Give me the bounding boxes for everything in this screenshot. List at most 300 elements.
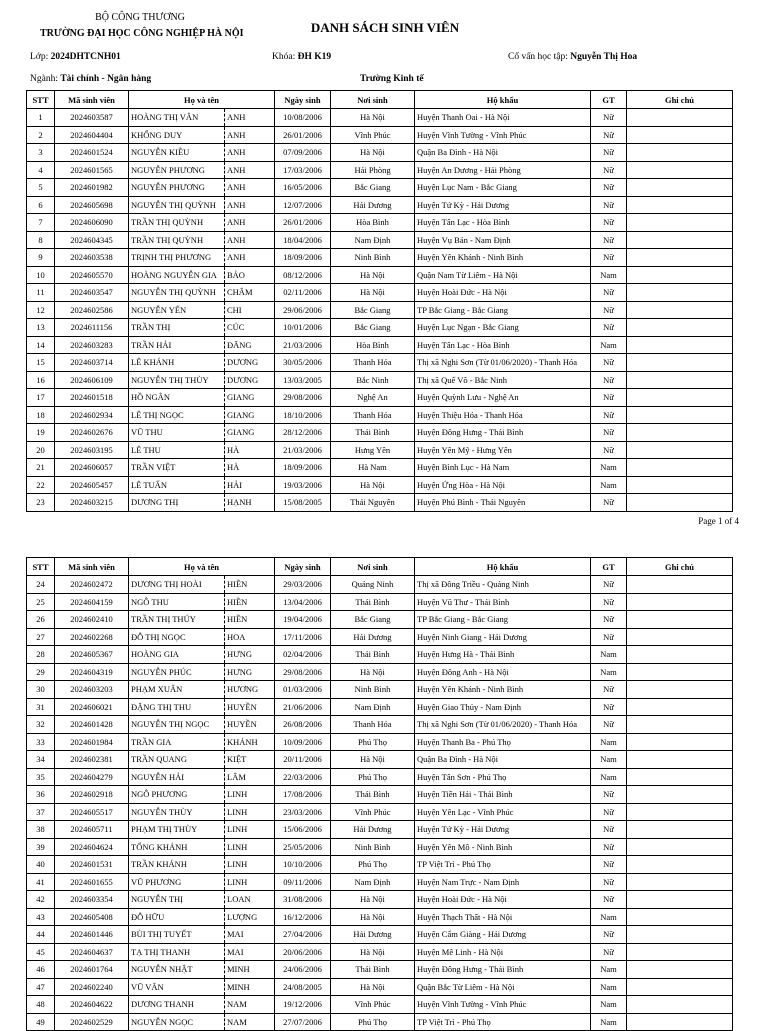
cell-first-name: LINH — [225, 856, 275, 874]
cell-residence: Thị xã Nghi Sơn (Từ 01/06/2020) - Thanh Hóa — [415, 354, 591, 372]
cell-birthplace: Hà Nội — [331, 109, 415, 127]
column-header-stt: STT — [27, 91, 55, 109]
cell-note — [627, 821, 733, 839]
cell-student-id: 2024603714 — [55, 354, 129, 372]
cell-gender: Nam — [591, 476, 627, 494]
cell-residence: Huyện Thanh Ba - Phú Thọ — [415, 733, 591, 751]
cell-dob: 18/09/2006 — [275, 459, 331, 477]
cell-student-id: 2024602410 — [55, 611, 129, 629]
cell-student-id: 2024605698 — [55, 196, 129, 214]
cell-student-id: 2024601428 — [55, 716, 129, 734]
cell-dob: 17/08/2006 — [275, 786, 331, 804]
cell-residence: Huyện Cẩm Giàng - Hải Dương — [415, 926, 591, 944]
cell-first-name: ANH — [225, 126, 275, 144]
table-row — [27, 144, 733, 162]
cell-first-name: HUYỀN — [225, 716, 275, 734]
cell-birthplace: Bắc Giang — [331, 319, 415, 337]
cell-gender: Nam — [591, 663, 627, 681]
cell-first-name: LÂM — [225, 768, 275, 786]
cell-birthplace: Bắc Giang — [331, 611, 415, 629]
cell-residence: TP Việt Trì - Phú Thọ — [415, 1013, 591, 1031]
cell-first-name: GIANG — [225, 389, 275, 407]
cell-student-id: 2024602918 — [55, 786, 129, 804]
cell-last-name: NGUYỄN NHẬT — [129, 961, 225, 979]
cell-dob: 27/04/2006 — [275, 926, 331, 944]
cell-residence: Huyện Lục Nam - Bắc Giang — [415, 179, 591, 197]
cell-gender: Nam — [591, 733, 627, 751]
cell-note — [627, 978, 733, 996]
cell-last-name: NGUYỄN PHƯƠNG — [129, 161, 225, 179]
cell-first-name: ANH — [225, 161, 275, 179]
table-row — [27, 1013, 733, 1031]
cell-birthplace: Bắc Giang — [331, 179, 415, 197]
cell-birthplace: Thanh Hóa — [331, 716, 415, 734]
cell-dob: 22/03/2006 — [275, 768, 331, 786]
cell-last-name: NGUYỄN THỊ — [129, 891, 225, 909]
cell-first-name: GIANG — [225, 406, 275, 424]
cell-note — [627, 856, 733, 874]
cell-first-name: CÚC — [225, 319, 275, 337]
cell-gender: Nữ — [591, 389, 627, 407]
cell-birthplace: Ninh Bình — [331, 838, 415, 856]
cell-residence: Huyện Vĩnh Tường - Vĩnh Phúc — [415, 996, 591, 1014]
cell-dob: 29/08/2006 — [275, 663, 331, 681]
cell-residence: TP Bắc Giang - Bắc Giang — [415, 611, 591, 629]
cell-residence: Quận Bắc Từ Liêm - Hà Nội — [415, 978, 591, 996]
cell-first-name: ANH — [225, 196, 275, 214]
cell-last-name: NGUYỄN PHÚC — [129, 663, 225, 681]
cell-note — [627, 891, 733, 909]
cell-first-name: CHÂM — [225, 284, 275, 302]
cell-note — [627, 628, 733, 646]
cell-last-name: TRẦN THỊ THÚY — [129, 611, 225, 629]
cell-gender: Nữ — [591, 319, 627, 337]
cell-residence: Huyện Yên Mỹ - Hưng Yên — [415, 441, 591, 459]
cell-gender: Nữ — [591, 354, 627, 372]
cell-birthplace: Hòa Bình — [331, 336, 415, 354]
cell-dob: 10/08/2006 — [275, 109, 331, 127]
cell-residence: Quận Ba Đình - Hà Nội — [415, 144, 591, 162]
cell-first-name: HƯNG — [225, 663, 275, 681]
cell-residence: Huyện Giao Thủy - Nam Định — [415, 698, 591, 716]
cell-stt: 8 — [27, 231, 55, 249]
cell-dob: 18/04/2006 — [275, 231, 331, 249]
cell-gender: Nữ — [591, 179, 627, 197]
cell-note — [627, 214, 733, 232]
cell-residence: Huyện Vũ Thư - Thái Bình — [415, 593, 591, 611]
cell-residence: Huyện Tân Lạc - Hòa Bình — [415, 336, 591, 354]
table-row — [27, 214, 733, 232]
cell-note — [627, 838, 733, 856]
cell-dob: 13/03/2005 — [275, 371, 331, 389]
cell-student-id: 2024605517 — [55, 803, 129, 821]
cell-first-name: ANH — [225, 179, 275, 197]
cell-gender: Nữ — [591, 231, 627, 249]
cell-gender: Nữ — [591, 161, 627, 179]
cell-residence: Huyện Ứng Hòa - Hà Nội — [415, 476, 591, 494]
class-info: Lớp: 2024DHTCNH01 — [30, 52, 121, 62]
cell-dob: 19/12/2006 — [275, 996, 331, 1014]
cell-birthplace: Vĩnh Phúc — [331, 126, 415, 144]
cell-birthplace: Quảng Ninh — [331, 576, 415, 594]
table-row — [27, 593, 733, 611]
cell-note — [627, 768, 733, 786]
cell-student-id: 2024611156 — [55, 319, 129, 337]
cell-residence: Huyện Thiệu Hóa - Thanh Hóa — [415, 406, 591, 424]
cell-student-id: 2024603195 — [55, 441, 129, 459]
cell-gender: Nam — [591, 751, 627, 769]
cell-gender: Nữ — [591, 821, 627, 839]
cell-gender: Nữ — [591, 698, 627, 716]
cell-last-name: NGUYỄN THỊ NGỌC — [129, 716, 225, 734]
cell-note — [627, 441, 733, 459]
cell-gender: Nữ — [591, 611, 627, 629]
cell-last-name: TẠ THỊ THANH — [129, 943, 225, 961]
cell-last-name: NGÔ THU — [129, 593, 225, 611]
cell-student-id: 2024602529 — [55, 1013, 129, 1031]
cell-stt: 13 — [27, 319, 55, 337]
table-row — [27, 389, 733, 407]
cell-dob: 02/11/2006 — [275, 284, 331, 302]
cell-gender: Nữ — [591, 628, 627, 646]
cell-gender: Nam — [591, 646, 627, 664]
cell-birthplace: Hải Dương — [331, 196, 415, 214]
cell-residence: Huyện Ninh Giang - Hải Dương — [415, 628, 591, 646]
cell-residence: Huyện Tiền Hải - Thái Bình — [415, 786, 591, 804]
cell-stt: 48 — [27, 996, 55, 1014]
cell-first-name: MAI — [225, 926, 275, 944]
cell-note — [627, 681, 733, 699]
major-info: Ngành: Tài chính - Ngân hàng — [30, 74, 152, 84]
cell-stt: 1 — [27, 109, 55, 127]
table-row — [27, 681, 733, 699]
cell-first-name: NAM — [225, 1013, 275, 1031]
cell-birthplace: Hải Dương — [331, 821, 415, 839]
cell-note — [627, 161, 733, 179]
cell-stt: 7 — [27, 214, 55, 232]
cell-note — [627, 961, 733, 979]
table-row — [27, 371, 733, 389]
cell-last-name: PHẠM THỊ THÙY — [129, 821, 225, 839]
cell-first-name: HƯNG — [225, 646, 275, 664]
cell-note — [627, 698, 733, 716]
column-header-note: Ghi chú — [627, 91, 733, 109]
student-table-page-1 — [26, 90, 733, 512]
table-row — [27, 476, 733, 494]
cell-birthplace: Hòa Bình — [331, 214, 415, 232]
cell-stt: 36 — [27, 786, 55, 804]
cell-dob: 24/08/2005 — [275, 978, 331, 996]
cell-dob: 07/09/2006 — [275, 144, 331, 162]
cell-first-name: MAI — [225, 943, 275, 961]
cell-last-name: TRẦN VIỆT — [129, 459, 225, 477]
cell-birthplace: Phú Thọ — [331, 1013, 415, 1031]
cell-last-name: ĐỖ HỮU — [129, 908, 225, 926]
cell-student-id: 2024605711 — [55, 821, 129, 839]
school-value: Trường Kinh tế — [360, 74, 424, 84]
column-header-birthplace: Nơi sinh — [331, 558, 415, 576]
cell-note — [627, 803, 733, 821]
table-row — [27, 494, 733, 512]
cell-first-name: LINH — [225, 803, 275, 821]
cell-birthplace: Hà Nội — [331, 144, 415, 162]
table-row — [27, 284, 733, 302]
school-info — [360, 74, 424, 84]
cell-gender: Nữ — [591, 891, 627, 909]
cell-first-name: HƯƠNG — [225, 681, 275, 699]
column-header-stt: STT — [27, 558, 55, 576]
cell-last-name: VŨ THU — [129, 424, 225, 442]
table-row — [27, 576, 733, 594]
cell-gender: Nam — [591, 1013, 627, 1031]
table-row — [27, 838, 733, 856]
cell-dob: 23/03/2006 — [275, 803, 331, 821]
cell-birthplace: Hà Nội — [331, 978, 415, 996]
cell-note — [627, 733, 733, 751]
cell-dob: 18/09/2006 — [275, 249, 331, 267]
cell-stt: 3 — [27, 144, 55, 162]
cell-note — [627, 406, 733, 424]
cell-first-name: ĐĂNG — [225, 336, 275, 354]
table-row — [27, 266, 733, 284]
table-row — [27, 926, 733, 944]
cell-birthplace: Ninh Bình — [331, 681, 415, 699]
cell-stt: 9 — [27, 249, 55, 267]
cell-residence: Huyện Bình Lục - Hà Nam — [415, 459, 591, 477]
cell-note — [627, 389, 733, 407]
cell-dob: 21/06/2006 — [275, 698, 331, 716]
cell-last-name: DƯƠNG THANH — [129, 996, 225, 1014]
course-value: ĐH K19 — [297, 52, 332, 62]
page-number: Page 1 of 4 — [698, 516, 739, 526]
cell-student-id: 2024604404 — [55, 126, 129, 144]
column-header-residence: Hộ khẩu — [415, 91, 591, 109]
cell-residence: Huyện Đông Anh - Hà Nội — [415, 663, 591, 681]
cell-stt: 47 — [27, 978, 55, 996]
cell-dob: 29/06/2006 — [275, 301, 331, 319]
cell-residence: Huyện Yên Mô - Ninh Bình — [415, 838, 591, 856]
cell-note — [627, 663, 733, 681]
table-row — [27, 249, 733, 267]
cell-stt: 20 — [27, 441, 55, 459]
table-row — [27, 459, 733, 477]
cell-last-name: NGUYỄN HẢI — [129, 768, 225, 786]
cell-gender: Nữ — [591, 716, 627, 734]
cell-dob: 10/10/2006 — [275, 856, 331, 874]
column-header-gender: GT — [591, 91, 627, 109]
cell-dob: 20/11/2006 — [275, 751, 331, 769]
cell-first-name: ANH — [225, 214, 275, 232]
cell-dob: 31/08/2006 — [275, 891, 331, 909]
table-row — [27, 943, 733, 961]
cell-birthplace: Vĩnh Phúc — [331, 996, 415, 1014]
cell-student-id: 2024601446 — [55, 926, 129, 944]
cell-first-name: MINH — [225, 978, 275, 996]
cell-stt: 22 — [27, 476, 55, 494]
cell-birthplace: Hà Nội — [331, 476, 415, 494]
cell-gender: Nam — [591, 768, 627, 786]
cell-dob: 17/11/2006 — [275, 628, 331, 646]
table-row — [27, 978, 733, 996]
cell-birthplace: Thái Bình — [331, 961, 415, 979]
cell-first-name: KIỆT — [225, 751, 275, 769]
table-row — [27, 354, 733, 372]
cell-stt: 37 — [27, 803, 55, 821]
cell-dob: 25/05/2006 — [275, 838, 331, 856]
cell-stt: 40 — [27, 856, 55, 874]
table-row — [27, 716, 733, 734]
cell-last-name: NGUYỄN PHƯƠNG — [129, 179, 225, 197]
cell-dob: 26/08/2006 — [275, 716, 331, 734]
cell-dob: 16/05/2006 — [275, 179, 331, 197]
cell-residence: Huyện Tân Sơn - Phú Thọ — [415, 768, 591, 786]
cell-student-id: 2024606021 — [55, 698, 129, 716]
cell-first-name: LƯỢNG — [225, 908, 275, 926]
cell-dob: 19/04/2006 — [275, 611, 331, 629]
cell-dob: 21/03/2006 — [275, 441, 331, 459]
cell-student-id: 2024605408 — [55, 908, 129, 926]
cell-dob: 10/01/2006 — [275, 319, 331, 337]
cell-note — [627, 751, 733, 769]
cell-stt: 10 — [27, 266, 55, 284]
table-row — [27, 406, 733, 424]
cell-dob: 29/08/2006 — [275, 389, 331, 407]
cell-gender: Nữ — [591, 803, 627, 821]
cell-dob: 29/03/2006 — [275, 576, 331, 594]
cell-last-name: NGUYỄN NGỌC — [129, 1013, 225, 1031]
cell-birthplace: Phú Thọ — [331, 768, 415, 786]
cell-birthplace: Hà Nội — [331, 943, 415, 961]
cell-note — [627, 284, 733, 302]
table-row — [27, 196, 733, 214]
cell-residence: Huyện Quỳnh Lưu - Nghệ An — [415, 389, 591, 407]
cell-gender: Nữ — [591, 786, 627, 804]
cell-dob: 01/03/2006 — [275, 681, 331, 699]
cell-note — [627, 336, 733, 354]
cell-gender: Nữ — [591, 424, 627, 442]
column-header-dob: Ngày sinh — [275, 91, 331, 109]
student-table-page-2 — [26, 557, 733, 1031]
cell-dob: 15/08/2005 — [275, 494, 331, 512]
table-row — [27, 441, 733, 459]
cell-note — [627, 646, 733, 664]
cell-student-id: 2024602934 — [55, 406, 129, 424]
cell-note — [627, 908, 733, 926]
cell-gender: Nữ — [591, 126, 627, 144]
table-row — [27, 803, 733, 821]
cell-last-name: VŨ PHƯƠNG — [129, 873, 225, 891]
cell-last-name: NGÔ PHƯƠNG — [129, 786, 225, 804]
cell-birthplace: Hà Nội — [331, 891, 415, 909]
column-header-full-name: Họ và tên — [129, 558, 275, 576]
cell-birthplace: Nam Định — [331, 698, 415, 716]
cell-gender: Nam — [591, 978, 627, 996]
cell-last-name: TRẦN GIA — [129, 733, 225, 751]
cell-student-id: 2024605457 — [55, 476, 129, 494]
cell-student-id: 2024605367 — [55, 646, 129, 664]
cell-gender: Nữ — [591, 856, 627, 874]
cell-last-name: HỒ NGÂN — [129, 389, 225, 407]
table-row — [27, 231, 733, 249]
cell-student-id: 2024603547 — [55, 284, 129, 302]
cell-dob: 10/09/2006 — [275, 733, 331, 751]
cell-stt: 11 — [27, 284, 55, 302]
cell-gender: Nữ — [591, 926, 627, 944]
cell-student-id: 2024606090 — [55, 214, 129, 232]
cell-first-name: HẢI — [225, 476, 275, 494]
cell-birthplace: Bắc Ninh — [331, 371, 415, 389]
table-row — [27, 319, 733, 337]
cell-gender: Nữ — [591, 943, 627, 961]
cell-note — [627, 319, 733, 337]
cell-birthplace: Hà Nội — [331, 266, 415, 284]
cell-residence: TP Việt Trì - Phú Thọ — [415, 856, 591, 874]
cell-residence: Huyện Hoài Đức - Hà Nội — [415, 891, 591, 909]
cell-note — [627, 476, 733, 494]
cell-first-name: LINH — [225, 786, 275, 804]
cell-residence: Huyện Đông Hưng - Thái Bình — [415, 424, 591, 442]
cell-gender: Nữ — [591, 144, 627, 162]
cell-gender: Nữ — [591, 441, 627, 459]
cell-stt: 45 — [27, 943, 55, 961]
cell-note — [627, 179, 733, 197]
cell-stt: 41 — [27, 873, 55, 891]
cell-last-name: NGUYỄN THỊ QUỲNH — [129, 284, 225, 302]
document-title: DANH SÁCH SINH VIÊN — [310, 20, 460, 35]
cell-note — [627, 301, 733, 319]
cell-last-name: HOÀNG NGUYỄN GIA — [129, 266, 225, 284]
cell-note — [627, 371, 733, 389]
cell-stt: 28 — [27, 646, 55, 664]
major-value: Tài chính - Ngân hàng — [60, 74, 152, 84]
cell-gender: Nam — [591, 996, 627, 1014]
cell-residence: Huyện Vụ Bản - Nam Định — [415, 231, 591, 249]
cell-student-id: 2024601565 — [55, 161, 129, 179]
table-row — [27, 698, 733, 716]
cell-student-id: 2024602268 — [55, 628, 129, 646]
cell-last-name: TRẦN QUANG — [129, 751, 225, 769]
table-row — [27, 611, 733, 629]
cell-student-id: 2024604319 — [55, 663, 129, 681]
cell-first-name: NAM — [225, 996, 275, 1014]
cell-residence: Huyện Tứ Kỳ - Hải Dương — [415, 196, 591, 214]
cell-birthplace: Phú Thọ — [331, 733, 415, 751]
cell-student-id: 2024604159 — [55, 593, 129, 611]
cell-dob: 28/12/2006 — [275, 424, 331, 442]
cell-stt: 2 — [27, 126, 55, 144]
cell-stt: 18 — [27, 406, 55, 424]
cell-stt: 31 — [27, 698, 55, 716]
cell-residence: Quận Nam Từ Liêm - Hà Nội — [415, 266, 591, 284]
cell-last-name: PHẠM XUÂN — [129, 681, 225, 699]
table-row — [27, 768, 733, 786]
cell-last-name: TRẦN THỊ QUỲNH — [129, 214, 225, 232]
cell-last-name: HOÀNG THỊ VÂN — [129, 109, 225, 127]
cell-stt: 21 — [27, 459, 55, 477]
table-row — [27, 336, 733, 354]
cell-student-id: 2024604622 — [55, 996, 129, 1014]
cell-residence: Huyện Thanh Oai - Hà Nội — [415, 109, 591, 127]
column-header-birthplace: Nơi sinh — [331, 91, 415, 109]
cell-gender: Nam — [591, 908, 627, 926]
table-row — [27, 751, 733, 769]
table-row — [27, 891, 733, 909]
cell-birthplace: Bắc Giang — [331, 301, 415, 319]
cell-note — [627, 1013, 733, 1031]
cell-dob: 17/03/2006 — [275, 161, 331, 179]
cell-note — [627, 593, 733, 611]
cell-residence: TP Bắc Giang - Bắc Giang — [415, 301, 591, 319]
